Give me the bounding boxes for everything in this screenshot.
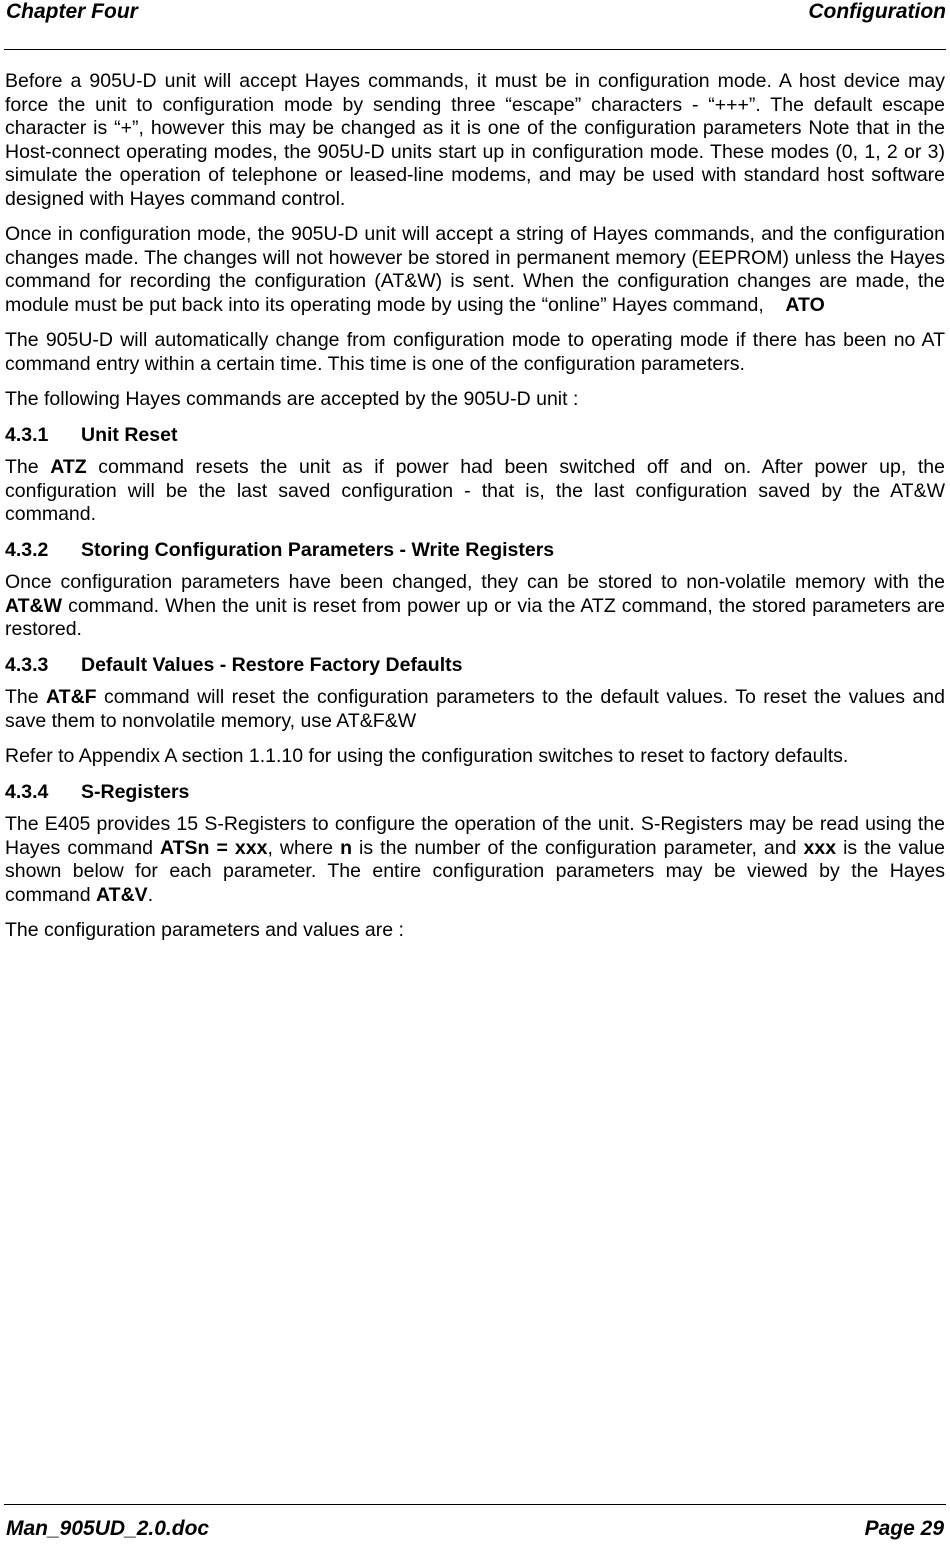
header-divider — [4, 49, 946, 50]
heading-s-registers: 4.3.4 S-Registers — [5, 780, 190, 803]
command-at-v: AT&V — [96, 883, 148, 906]
command-atz: ATZ — [50, 456, 87, 478]
intro-paragraph-4: The following Hayes commands are accepted by the 905U-D unit : — [5, 388, 579, 410]
factory-defaults-paragraph-2: Refer to Appendix A section 1.1.10 for using the configuration switches to reset to factory defaults. — [5, 745, 849, 767]
command-at-w: AT&W — [5, 594, 63, 617]
s-registers-paragraph-2: The configuration parameters and values are : — [5, 919, 404, 941]
section-title: Configuration — [808, 0, 946, 23]
page-number: Page 29 — [864, 1517, 944, 1540]
param-n: n — [340, 836, 353, 859]
command-at-f: AT&F — [46, 686, 97, 708]
document-filename: Man_905UD_2.0.doc — [6, 1517, 210, 1540]
command-ato: ATO — [785, 293, 825, 316]
page-header — [4, 0, 946, 28]
intro-paragraph-2: Once in configuration mode, the 905U-D unit will accept a string of Hayes commands, and the configuration changes made. The changes will not however be stored in permanent memory (EEPROM) unless the Hayes command for recording the configuration (AT&W) is sent. When the configuration changes are made, the module must be put back into its operating mode by using the “online” Hayes command, ATO — [5, 223, 945, 316]
heading-write-registers: 4.3.2 Storing Configuration Parameters - Write Registers — [5, 538, 555, 561]
factory-defaults-paragraph: The AT&F command will reset the configuration parameters to the default values. To reset the values and save them to nonvolatile memory, use AT&F&W — [5, 686, 945, 732]
intro-paragraph-3: The 905U-D will automatically change from configuration mode to operating mode if there has been no AT command entry within a certain time. This time is one of the configuration parameters. — [5, 329, 945, 375]
param-xxx: xxx — [803, 836, 837, 859]
chapter-title: Chapter Four — [6, 0, 138, 23]
footer-divider — [4, 1504, 946, 1505]
heading-factory-defaults: 4.3.3 Default Values - Restore Factory Defaults — [5, 653, 463, 676]
s-registers-paragraph: The E405 provides 15 S-Registers to configure the operation of the unit. S-Registers may be read using the Hayes command ATSn = xxx, where n is the number of the configuration parameter, and xxx is the value shown below for each parameter. The entire configuration parameters may be viewed by the Hayes command AT&V. — [5, 813, 945, 906]
heading-unit-reset: 4.3.1 Unit Reset — [5, 423, 178, 446]
write-registers-paragraph: Once configuration parameters have been changed, they can be stored to non-volatile memory with the AT&W command. When the unit is reset from power up or via the ATZ command, the stored parameters are restored. — [5, 571, 945, 640]
unit-reset-paragraph: The ATZ command resets the unit as if power had been switched off and on. After power up, the configuration will be the last saved configuration - that is, the last configuration saved by the AT&W command. — [5, 456, 945, 525]
page-body — [5, 70, 945, 955]
intro-paragraph-1: Before a 905U-D unit will accept Hayes commands, it must be in configuration mode. A host device may force the unit to configuration mode by sending three “escape” characters - “+++”. The default escape character is “+”, however this may be changed as it is one of the configuration parameters Note that in the Host-connect operating modes, the 905U-D units start up in configuration mode. These modes (0, 1, 2 or 3) simulate the operation of telephone or leased-line modems, and may be used with standard host software designed with Hayes command control. — [5, 70, 945, 210]
command-atsn: ATSn = xxx — [159, 836, 268, 859]
